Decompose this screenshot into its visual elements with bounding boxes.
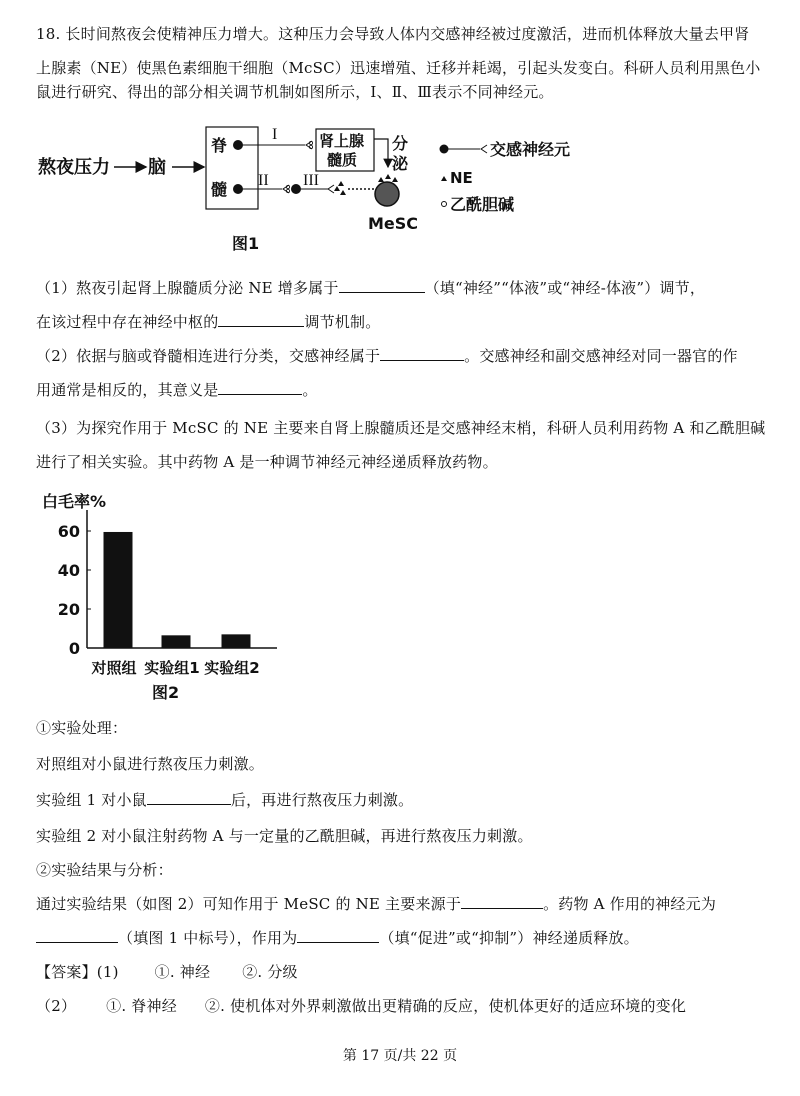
chart-title: 图2 <box>152 683 180 702</box>
adrenal-label-2: 髓质 <box>327 151 358 169</box>
q1-answer-blank-2[interactable] <box>218 312 304 327</box>
result-text-c: （填图 1 中标号），作用为 <box>118 929 298 947</box>
result-title: ②实验结果与分析： <box>36 861 173 879</box>
neuron-3-terminal <box>328 185 334 193</box>
q2-text-a: （2）依据与脑或脊髓相连进行分类，交感神经属于 <box>36 347 381 365</box>
figure-2-bar-chart <box>20 480 300 710</box>
group1-answer-blank[interactable] <box>147 790 231 805</box>
secrete-label-2: 泌 <box>392 154 409 173</box>
control-group-text: 对照组对小鼠进行熬夜压力刺激。 <box>36 755 265 773</box>
page-footer: 第 17 页/共 22 页 <box>342 1048 458 1064</box>
brain-label: 脑 <box>148 157 166 178</box>
chart-y-tick-label: 60 <box>57 522 80 541</box>
result-text-d: （填“促进”或“抑制”）神经递质释放。 <box>379 929 639 947</box>
q3-line-1: （3）为探究作用于 McSC 的 NE 主要来自肾上腺髓质还是交感神经末梢，科研人员利用药物 A 和乙酰胆碱 <box>36 419 766 437</box>
legend-ne <box>441 169 473 187</box>
question-intro-line-3: 鼠进行研究、得出的部分相关调节机制如图所示，Ⅰ、Ⅱ、Ⅲ表示不同神经元。 <box>36 83 554 101</box>
ne-release-triangles <box>334 181 346 195</box>
result-answer-blank-3[interactable] <box>297 928 379 943</box>
q1-text-b: （填“神经”“体液”或“神经-体液”）调节， <box>424 279 706 297</box>
chart-bar <box>222 634 251 648</box>
figure-1-diagram <box>0 115 600 265</box>
neuron-1-label: I <box>272 126 278 143</box>
q1-text-d: 调节机制。 <box>304 313 381 331</box>
result-text-b: 。药物 A 作用的神经元为 <box>543 895 717 913</box>
treatment-title: ①实验处理： <box>36 719 128 737</box>
q2-line-1 <box>36 346 738 366</box>
spinal-bottom-label: 髓 <box>211 180 228 199</box>
q2-answer-blank-2[interactable] <box>218 380 302 395</box>
q1-text-a: （1）熬夜引起肾上腺髓质分泌 NE 增多属于 <box>36 279 339 297</box>
answer-line-1 <box>36 962 298 982</box>
result-answer-blank-1[interactable] <box>461 894 543 909</box>
answer-label-1: 【答案】(1) <box>36 963 119 981</box>
legend-ne-label: NE <box>450 169 473 187</box>
synapse-ach-icon <box>306 141 313 149</box>
group1-text-b: 后，再进行熬夜压力刺激。 <box>230 791 414 809</box>
answer-line-2 <box>36 996 686 1016</box>
chart-x-tick-label: 实验组2 <box>204 659 260 677</box>
chart-x-tick-label: 实验组1 <box>144 659 200 677</box>
q2-text-d: 。 <box>302 381 318 399</box>
q1-text-c: 在该过程中存在神经中枢的 <box>36 313 219 331</box>
answer-1-b: ②. 分级 <box>242 963 298 981</box>
q2-text-c: 用通常是相反的，其意义是 <box>36 381 219 399</box>
chart-y-tick-label: 20 <box>57 600 80 619</box>
secrete-arrow <box>374 139 388 167</box>
secrete-label-1: 分 <box>392 134 409 153</box>
legend-ach <box>442 195 515 214</box>
q1-line-1 <box>36 278 705 298</box>
result-line-2 <box>36 928 639 948</box>
q1-line-2 <box>36 312 380 332</box>
result-answer-blank-2[interactable] <box>36 928 118 943</box>
legend-neuron-label: 交感神经元 <box>490 140 571 159</box>
legend-ach-label: 乙酰胆碱 <box>450 195 515 214</box>
chart-y-tick-label: 0 <box>68 639 80 658</box>
synapse-ach-icon <box>283 185 290 193</box>
chart-y-tick-label: 40 <box>57 561 80 580</box>
q2-line-2 <box>36 380 318 400</box>
q2-text-b: 。交感神经和副交感神经对同一器官的作 <box>464 347 738 365</box>
q3-line-2: 进行了相关实验。其中药物 A 是一种调节神经元神经递质释放药物。 <box>36 453 498 471</box>
chart-x-tick-label: 对照组 <box>91 659 137 677</box>
spinal-top-label: 脊 <box>211 136 228 155</box>
neuron-3-label: III <box>303 172 319 189</box>
legend-sympathetic-neuron <box>440 140 571 159</box>
result-line-1 <box>36 894 716 914</box>
mesc-label: MeSC <box>368 214 419 233</box>
group2-text: 实验组 2 对小鼠注射药物 A 与一定量的乙酰胆碱，再进行熬夜压力刺激。 <box>36 827 533 845</box>
q1-answer-blank-1[interactable] <box>339 278 425 293</box>
answer-1-a: ①. 神经 <box>154 963 211 981</box>
chart-y-axis-label: 白毛率% <box>42 492 107 511</box>
answer-2-a: ①. 脊神经 <box>106 997 177 1015</box>
neuron-2-label: II <box>258 172 269 189</box>
stimulus-label: 熬夜压力 <box>38 157 110 178</box>
figure-1-caption: 图1 <box>232 234 260 253</box>
result-text-a: 通过实验结果（如图 2）可知作用于 MeSC 的 NE 主要来源于 <box>36 895 462 913</box>
question-intro-line-2: 上腺素（NE）使黑色素细胞干细胞（McSC）迅速增殖、迁移并耗竭，引起头发变白。科研人员利用黑色小 <box>36 59 761 77</box>
question-intro-line-1: 18. 长时间熬夜会使精神压力增大。这种压力会导致人体内交感神经被过度激活，进而机体释放大量去甲肾 <box>36 25 750 43</box>
chart-bar <box>162 635 191 648</box>
ne-triangles <box>378 174 398 182</box>
answer-label-2: （2） <box>36 997 77 1015</box>
answer-2-b: ②. 使机体对外界刺激做出更精确的反应，使机体更好的适应环境的变化 <box>204 997 687 1015</box>
mesc-cell <box>375 182 399 206</box>
group1-text-a: 实验组 1 对小鼠 <box>36 791 147 809</box>
adrenal-label-1: 肾上腺 <box>319 132 365 150</box>
group1-line <box>36 790 413 810</box>
chart-bar <box>104 532 133 648</box>
q2-answer-blank-1[interactable] <box>380 346 464 361</box>
